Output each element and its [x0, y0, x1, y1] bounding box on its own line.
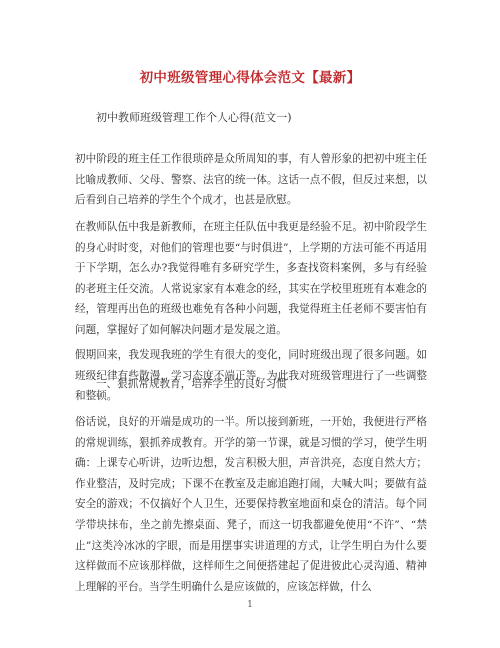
page-number: 1	[247, 600, 253, 610]
paragraph-experience: 在教师队伍中我是新教师，在班主任队伍中我更是经验不足。初中阶段学生的身心时时变，对他们的管理也要“与时俱进”，上学期的方法可能不再适用于下学期，怎么办?我觉得唯有多研究学生，多查找资料案例，多与有经验的老班主任交流。人常说家家有本难念的经，其实在学校里班班有本难念的经，管理再出色的班级也难免有各种小问题，我觉得班主任老师不要害怕有问题，掌握好了如何解决问题才是发展之道。	[75, 221, 427, 336]
document-subtitle: 初中教师班级管理工作个人心得(范文一)	[96, 111, 292, 124]
section-heading: 一、狠抓常规教育，培养学生的良好习惯	[96, 378, 287, 390]
paragraph-intro: 初中阶段的班主任工作很琐碎是众所周知的事，有人曾形象的把初中班主任比喻成教师、父母、警察、法官的统一体。这话一点不假，但反过来想，以后看到自己培养的学生个个成才，也甚是欣慰。	[75, 153, 427, 206]
paragraph-section-body: 俗话说，良好的开端是成功的一半。所以接到新班，一开始，我便进行严格的常规训练，狠抓养成教育。开学的第一节课，就是习惯的学习，使学生明确：上课专心听讲，边听边想，发言积极大胆，声音洪亮，态度自然大方；作业整洁，及时完成；下课不在教室及走廊追跑打闹，大喊大叫；要做有益安全的游戏；不仅搞好个人卫生，还要保持教室地面和桌仓的清洁。每个同学带块抹布，坐之前先擦桌面、凳子，而这一切我都避免使用“不许”、“禁止”这类冷冰冰的字眼，而是用摆事实讲道理的方式，让学生明白为什么要这样做而不应该那样做，这样师生之间便搭建起了促进彼此心灵沟通、精神上理解的平台。当学生明确什么是应该做的，应该怎样做，什么	[75, 416, 427, 593]
document-title: 初中班级管理心得体会范文【最新】	[139, 70, 361, 86]
paragraph-holiday: 假期回来，我发现我班的学生有很大的变化，同时班级出现了很多问题。如班级纪律有些散漫，学习态度不端正等。为此我对班级管理进行了一些调整和整顿。	[75, 349, 427, 402]
